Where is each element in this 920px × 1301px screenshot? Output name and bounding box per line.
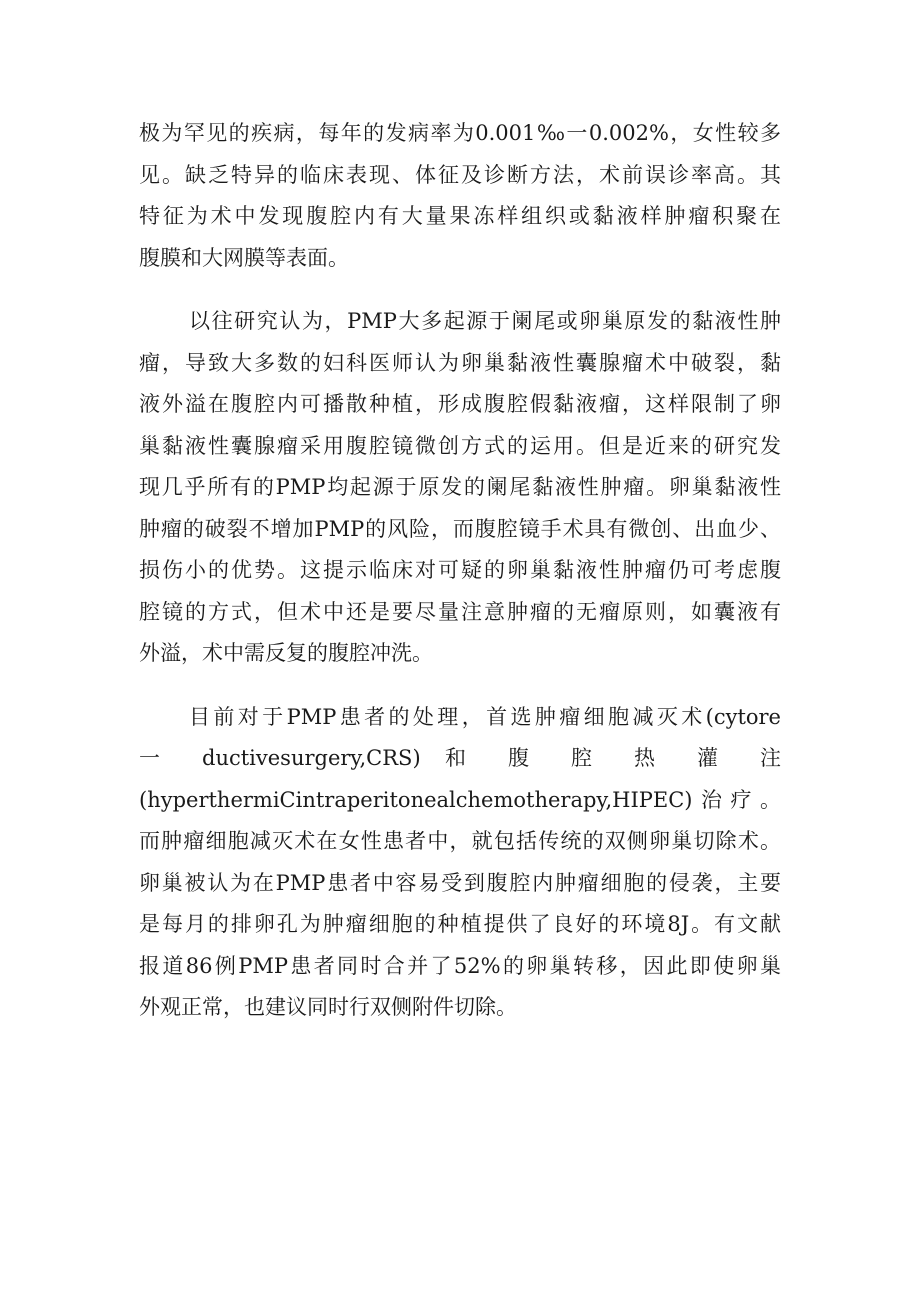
text-line: 外观正常，也建议同时行双侧附件切除。 <box>139 995 517 1019</box>
text-line: 巢黏液性囊腺瘤采用腹腔镜微创方式的运用。但是近来的研究发 <box>139 433 781 458</box>
text-line: 见。缺乏特异的临床表现、体征及诊断方法，术前误诊率高。其 <box>139 162 781 187</box>
text-line: 极为罕见的疾病，每年的发病率为0.001‰一0.002%，女性较多 <box>139 121 781 145</box>
paragraph-treatment <box>139 697 781 1029</box>
text-line: 肿瘤的破裂不增加PMP的风险，而腹腔镜手术具有微创、出血少、 <box>139 516 781 541</box>
text-line: 瘤，导致大多数的妇科医师认为卵巢黏液性囊腺瘤术中破裂，黏 <box>139 350 781 375</box>
text-line: 腹膜和大网膜等表面。 <box>139 245 349 270</box>
text-line: 卵巢被认为在PMP患者中容易受到腹腔内肿瘤细胞的侵袭，主要 <box>139 870 781 895</box>
text-line: 损伤小的优势。这提示临床对可疑的卵巢黏液性肿瘤仍可考虑腹 <box>139 558 781 582</box>
text-line: 而肿瘤细胞减灭术在女性患者中，就包括传统的双侧卵巢切除术。 <box>139 829 781 853</box>
text-line: 特征为术中发现腹腔内有大量果冻样组织或黏液样肿瘤积聚在 <box>139 204 781 228</box>
text-line: 一 ductivesurgery,CRS) 和 腹 腔 热 灌 注 <box>139 746 781 770</box>
text-line: 以往研究认为，PMP大多起源于阑尾或卵巢原发的黏液性肿 <box>189 309 781 333</box>
text-line: 腔镜的方式，但术中还是要尽量注意肿瘤的无瘤原则，如囊液有 <box>139 599 781 624</box>
text-line: 报道86例PMP患者同时合并了52%的卵巢转移，因此即使卵巢 <box>139 953 781 978</box>
text-line: 是每月的排卵孔为肿瘤细胞的种植提供了良好的环境8J。有文献 <box>139 912 781 936</box>
text-line: 目前对于PMP患者的处理，首选肿瘤细胞减灭术(cytore <box>189 704 781 729</box>
text-line: (hyperthermiCintraperitonealchemotherapy,HIPEC)治疗。 <box>139 787 781 812</box>
paragraph-origin-research <box>139 301 781 675</box>
text-line: 现几乎所有的PMP均起源于原发的阑尾黏液性肿瘤。卵巢黏液性 <box>139 475 781 499</box>
text-line: 外溢，术中需反复的腹腔冲洗。 <box>139 641 433 665</box>
document-body <box>139 113 781 1051</box>
paragraph-incidence <box>139 113 781 279</box>
text-line: 液外溢在腹腔内可播散种植，形成腹腔假黏液瘤，这样限制了卵 <box>139 392 781 416</box>
